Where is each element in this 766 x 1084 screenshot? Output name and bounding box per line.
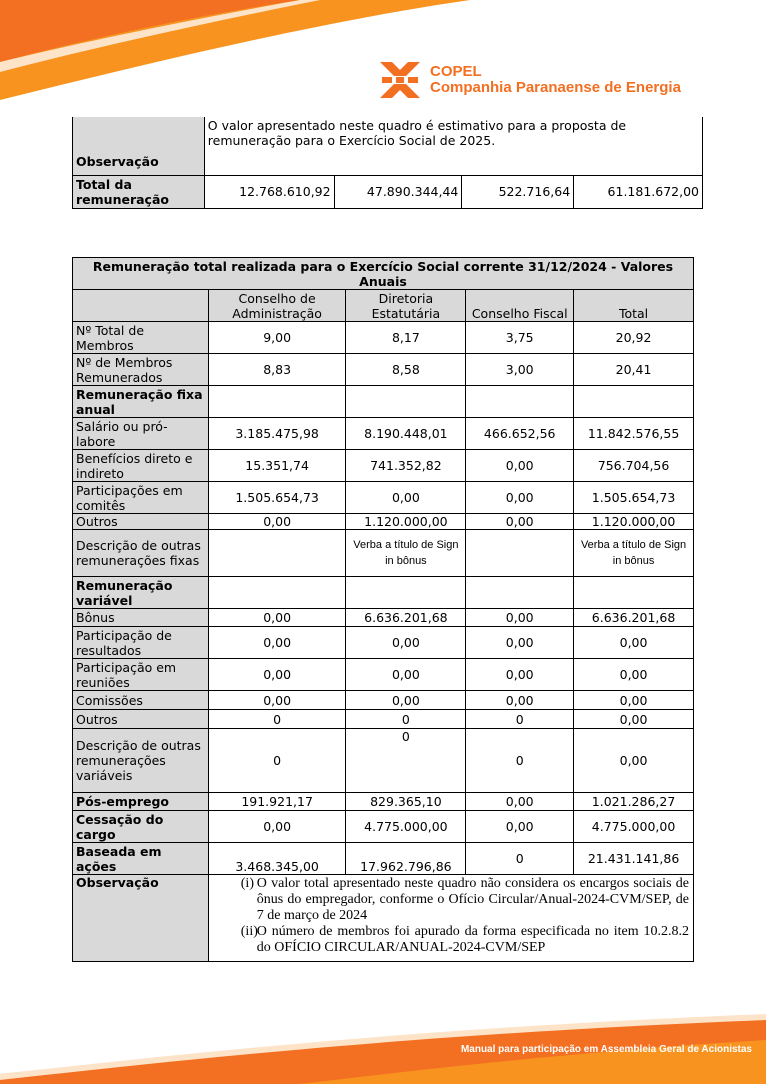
table-title: Remuneração total realizada para o Exercício Social corrente 31/12/2024 - Valores Anuais: [73, 258, 694, 290]
table-row: [73, 729, 694, 793]
cell: [466, 530, 574, 577]
section-label: Remuneração fixa anual: [73, 386, 209, 418]
cell: 0,00: [574, 627, 694, 659]
table-row: [73, 609, 694, 627]
cell: 20,41: [574, 354, 694, 386]
total-value: 522.716,64: [462, 175, 574, 208]
row-label: Baseada em ações: [73, 843, 209, 875]
cell: 11.842.576,55: [574, 418, 694, 450]
cell: 0: [208, 729, 346, 793]
table-row: [73, 710, 694, 729]
observation-label: Observação: [73, 875, 209, 962]
cell: [466, 577, 574, 609]
cell: 191.921,17: [208, 793, 346, 811]
cell: 0,00: [466, 609, 574, 627]
observation-notes: [208, 875, 693, 962]
cell: [574, 386, 694, 418]
total-value: 61.181.672,00: [574, 175, 703, 208]
cell: 4.775.000,00: [574, 811, 694, 843]
observation-text: O valor apresentado neste quadro é estimativo para a proposta de remuneração para o Exercício Social de 2025.: [204, 117, 702, 175]
cell: 1.120.000,00: [346, 514, 466, 530]
row-label: Nº Total de Membros: [73, 322, 209, 354]
row-label: Benefícios direto e indireto: [73, 450, 209, 482]
compensation-table: [72, 257, 694, 962]
column-header: Diretoria Estatutária: [346, 290, 466, 322]
table-row: [73, 450, 694, 482]
row-label: Comissões: [73, 691, 209, 710]
cell: [346, 386, 466, 418]
cell: 0,00: [574, 729, 694, 793]
cell: 4.775.000,00: [346, 811, 466, 843]
copel-logo: [378, 60, 681, 100]
cell: 1.505.654,73: [208, 482, 346, 514]
row-label: Bônus: [73, 609, 209, 627]
cell: 0,00: [466, 691, 574, 710]
cell: 15.351,74: [208, 450, 346, 482]
cell: 0,00: [466, 514, 574, 530]
cell: 0,00: [346, 627, 466, 659]
estimate-table: [72, 117, 703, 209]
cell: [208, 530, 346, 577]
cell: 0: [466, 710, 574, 729]
cell: 3.185.475,98: [208, 418, 346, 450]
cell: 20,92: [574, 322, 694, 354]
note-item: [211, 924, 691, 956]
table-row: [73, 354, 694, 386]
cell: 9,00: [208, 322, 346, 354]
table-row: [73, 875, 694, 962]
table-row: [73, 843, 694, 875]
sign-in-bonus-note: Verba a título de Sign in bônus: [346, 530, 466, 577]
cell: [574, 577, 694, 609]
cell: 6.636.201,68: [346, 609, 466, 627]
table-row: [73, 386, 694, 418]
cell: 0,00: [574, 659, 694, 691]
cell: 0,00: [466, 627, 574, 659]
cell: 0,00: [208, 691, 346, 710]
table-row: [73, 793, 694, 811]
cell: 1.505.654,73: [574, 482, 694, 514]
cell: 0,00: [208, 609, 346, 627]
cell: [208, 386, 346, 418]
cell: 0: [466, 843, 574, 875]
table-row: [73, 530, 694, 577]
note-marker: (i): [240, 876, 254, 891]
footer-text: Manual para participação em Assembleia Geral de Acionistas: [460, 1044, 752, 1055]
copel-logo-icon: [378, 60, 422, 100]
cell: 466.652,56: [466, 418, 574, 450]
cell: 0: [466, 729, 574, 793]
row-label: Participação de resultados: [73, 627, 209, 659]
table-row: [73, 482, 694, 514]
cell: 0,00: [208, 659, 346, 691]
cell: [466, 386, 574, 418]
cell: 0,00: [574, 710, 694, 729]
cell: 756.704,56: [574, 450, 694, 482]
total-value: 47.890.344,44: [334, 175, 462, 208]
cell: 3,00: [466, 354, 574, 386]
row-label: Pós-emprego: [73, 793, 209, 811]
cell: 3,75: [466, 322, 574, 354]
cell: 0,00: [208, 514, 346, 530]
cell: 0,00: [346, 691, 466, 710]
cell: 6.636.201,68: [574, 609, 694, 627]
row-label: Descrição de outras remunerações fixas: [73, 530, 209, 577]
cell: 8,17: [346, 322, 466, 354]
header-blank: [73, 290, 209, 322]
cell: 0,00: [346, 659, 466, 691]
sign-in-bonus-note: Verba a título de Sign in bônus: [574, 530, 694, 577]
table-row: [73, 811, 694, 843]
total-value: 12.768.610,92: [204, 175, 334, 208]
cell: 0,00: [466, 450, 574, 482]
table-row: [73, 659, 694, 691]
column-header: Conselho Fiscal: [466, 290, 574, 322]
table-row: [73, 514, 694, 530]
total-label: Total da remuneração: [73, 175, 205, 208]
cell: 0,00: [574, 691, 694, 710]
cell: 0,00: [466, 811, 574, 843]
row-label: Outros: [73, 514, 209, 530]
note-text: O número de membros foi apurado da forma especificada no item 10.2.8.2 do OFÍCIO CIRCULAR/ANUAL-2024-CVM/SEP: [256, 924, 689, 955]
note-item: [211, 876, 691, 924]
cell: 17.962.796,86: [346, 843, 466, 875]
cell: [346, 577, 466, 609]
cell: 0,00: [466, 793, 574, 811]
cell: 0,00: [466, 659, 574, 691]
cell: 1.120.000,00: [574, 514, 694, 530]
row-label: Nº de Membros Remunerados: [73, 354, 209, 386]
cell: 21.431.141,86: [574, 843, 694, 875]
row-label: Cessação do cargo: [73, 811, 209, 843]
brand-full: Companhia Paranaense de Energia: [430, 79, 681, 96]
cell: 0: [346, 729, 466, 793]
section-label: Remuneração variável: [73, 577, 209, 609]
row-label: Participações em comitês: [73, 482, 209, 514]
table-row: [73, 322, 694, 354]
cell: 8,83: [208, 354, 346, 386]
cell: 0,00: [466, 482, 574, 514]
cell: 0,00: [346, 482, 466, 514]
row-label: Outros: [73, 710, 209, 729]
table-row: [73, 691, 694, 710]
cell: 3.468.345,00: [208, 843, 346, 875]
note-text: O valor total apresentado neste quadro não considera os encargos sociais de ônus do empregador, conforme o Ofício Circular/Anual-2024-CVM/SEP, de 7 de março de 2024: [256, 876, 689, 923]
table-row: [73, 418, 694, 450]
table-row: [73, 577, 694, 609]
row-label: Salário ou pró-labore: [73, 418, 209, 450]
cell: 8,58: [346, 354, 466, 386]
observation-label: Observação: [73, 117, 205, 175]
column-header: Conselho de Administração: [208, 290, 346, 322]
cell: 0,00: [208, 627, 346, 659]
cell: 8.190.448,01: [346, 418, 466, 450]
row-label: Descrição de outras remunerações variáveis: [73, 729, 209, 793]
brand-short: COPEL: [430, 63, 482, 80]
cell: 0: [346, 710, 466, 729]
column-header: Total: [574, 290, 694, 322]
table-row: [73, 627, 694, 659]
note-marker: (ii): [240, 924, 258, 939]
cell: [208, 577, 346, 609]
row-label: Participação em reuniões: [73, 659, 209, 691]
cell: 741.352,82: [346, 450, 466, 482]
cell: 0: [208, 710, 346, 729]
cell: 829.365,10: [346, 793, 466, 811]
cell: 1.021.286,27: [574, 793, 694, 811]
cell: 0,00: [208, 811, 346, 843]
